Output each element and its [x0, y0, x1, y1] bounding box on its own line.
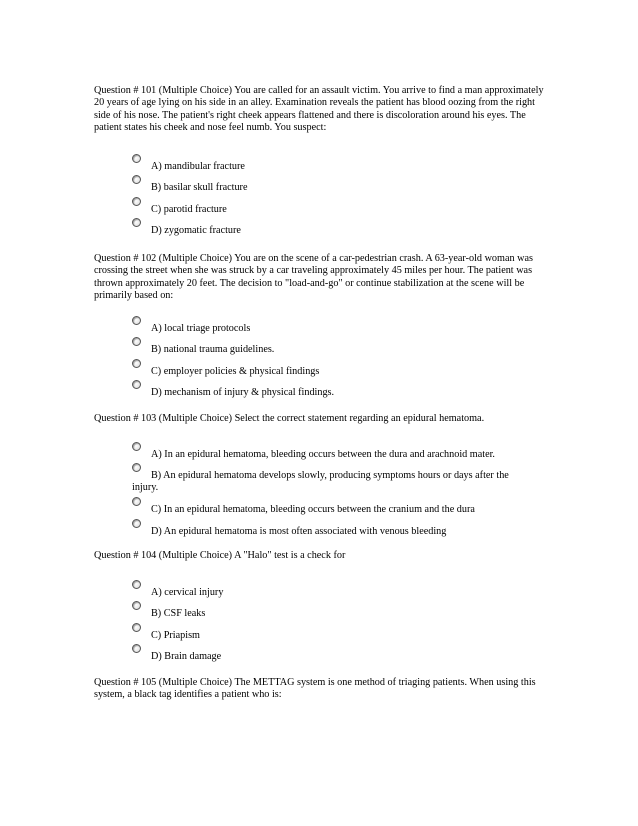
question-103: [94, 413, 550, 425]
radio-button-icon[interactable]: [132, 519, 141, 528]
option-104-c[interactable]: [94, 623, 550, 644]
option-101-d[interactable]: [94, 218, 550, 239]
question-102: [94, 253, 550, 303]
question-101: [94, 85, 550, 135]
option-101-a[interactable]: [94, 154, 550, 175]
option-102-c[interactable]: [94, 359, 550, 380]
option-label: A) mandibular fracture: [151, 161, 245, 172]
option-103-d[interactable]: [94, 519, 550, 540]
question-text: Question # 103 (Multiple Choice) Select the correct statement regarding an epidural hematoma.: [94, 413, 485, 424]
option-label: B) national trauma guidelines.: [151, 344, 275, 356]
option-101-c[interactable]: [94, 197, 550, 218]
option-label: B) An epidural hematoma develops slowly, producing symptoms hours or days after the: [151, 470, 509, 482]
question-105: [94, 677, 550, 702]
radio-button-icon[interactable]: [132, 380, 141, 389]
question-104: [94, 550, 550, 562]
radio-button-icon[interactable]: [132, 316, 141, 325]
options-101: [94, 154, 550, 239]
option-label: A) cervical injury: [151, 587, 224, 598]
option-label: A) In an epidural hematoma, bleeding occurs between the dura and arachnoid mater.: [151, 449, 495, 460]
option-label: C) employer policies & physical findings: [151, 365, 320, 377]
radio-button-icon[interactable]: [132, 644, 141, 653]
option-104-a[interactable]: [94, 580, 550, 601]
option-label: A) local triage protocols: [151, 323, 251, 334]
question-text: Question # 105 (Multiple Choice) The METTAG system is one method of triaging patients. When using this system, a black tag identifies a patient who is:: [94, 677, 536, 701]
radio-button-icon[interactable]: [132, 197, 141, 206]
radio-button-icon[interactable]: [132, 601, 141, 610]
option-102-b[interactable]: [94, 337, 550, 358]
option-102-a[interactable]: [94, 316, 550, 337]
question-text: Question # 102 (Multiple Choice) You are on the scene of a car-pedestrian crash. A 63-year-old woman was crossing the street when she was struck by a car traveling approximately 45 miles per hour. The patient was thrown approximately 20 feet. The decision to "load-and-go" or continue stabilization at the scene will be primarily based on:: [94, 253, 533, 302]
option-label: B) basilar skull fracture: [151, 182, 248, 194]
radio-button-icon[interactable]: [132, 623, 141, 632]
radio-button-icon[interactable]: [132, 175, 141, 184]
option-102-d[interactable]: [94, 380, 550, 401]
radio-button-icon[interactable]: [132, 463, 141, 472]
option-101-b[interactable]: [94, 175, 550, 196]
option-104-b[interactable]: [94, 601, 550, 622]
option-label: C) Priapism: [151, 629, 200, 641]
option-label: D) An epidural hematoma is most often associated with venous bleeding: [151, 525, 447, 537]
option-label: C) parotid fracture: [151, 203, 227, 215]
option-103-b[interactable]: [94, 463, 550, 497]
options-104: [94, 580, 550, 665]
option-label-continuation: injury.: [132, 482, 159, 494]
option-label: D) Brain damage: [151, 650, 222, 662]
radio-button-icon[interactable]: [132, 337, 141, 346]
radio-button-icon[interactable]: [132, 154, 141, 163]
radio-button-icon[interactable]: [132, 359, 141, 368]
options-102: [94, 316, 550, 401]
option-104-d[interactable]: [94, 644, 550, 665]
option-label: C) In an epidural hematoma, bleeding occurs between the cranium and the dura: [151, 504, 475, 516]
option-label: D) zygomatic fracture: [151, 224, 241, 236]
option-label: B) CSF leaks: [151, 608, 206, 620]
question-text: Question # 101 (Multiple Choice) You are called for an assault victim. You arrive to find a man approximately 20 years of age lying on his side in an alley. Examination reveals the patient has blood oozing from the right side of his nose. The patient's right cheek appears flattened and there is discoloration around his eyes. The patient states his cheek and nose feel numb. You suspect:: [94, 85, 544, 134]
option-103-c[interactable]: [94, 497, 550, 518]
options-103: [94, 442, 550, 540]
radio-button-icon[interactable]: [132, 497, 141, 506]
option-label: D) mechanism of injury & physical findings.: [151, 386, 335, 398]
question-text: Question # 104 (Multiple Choice) A "Halo" test is a check for: [94, 550, 346, 561]
radio-button-icon[interactable]: [132, 442, 141, 451]
radio-button-icon[interactable]: [132, 218, 141, 227]
option-103-a[interactable]: [94, 442, 550, 463]
radio-button-icon[interactable]: [132, 580, 141, 589]
